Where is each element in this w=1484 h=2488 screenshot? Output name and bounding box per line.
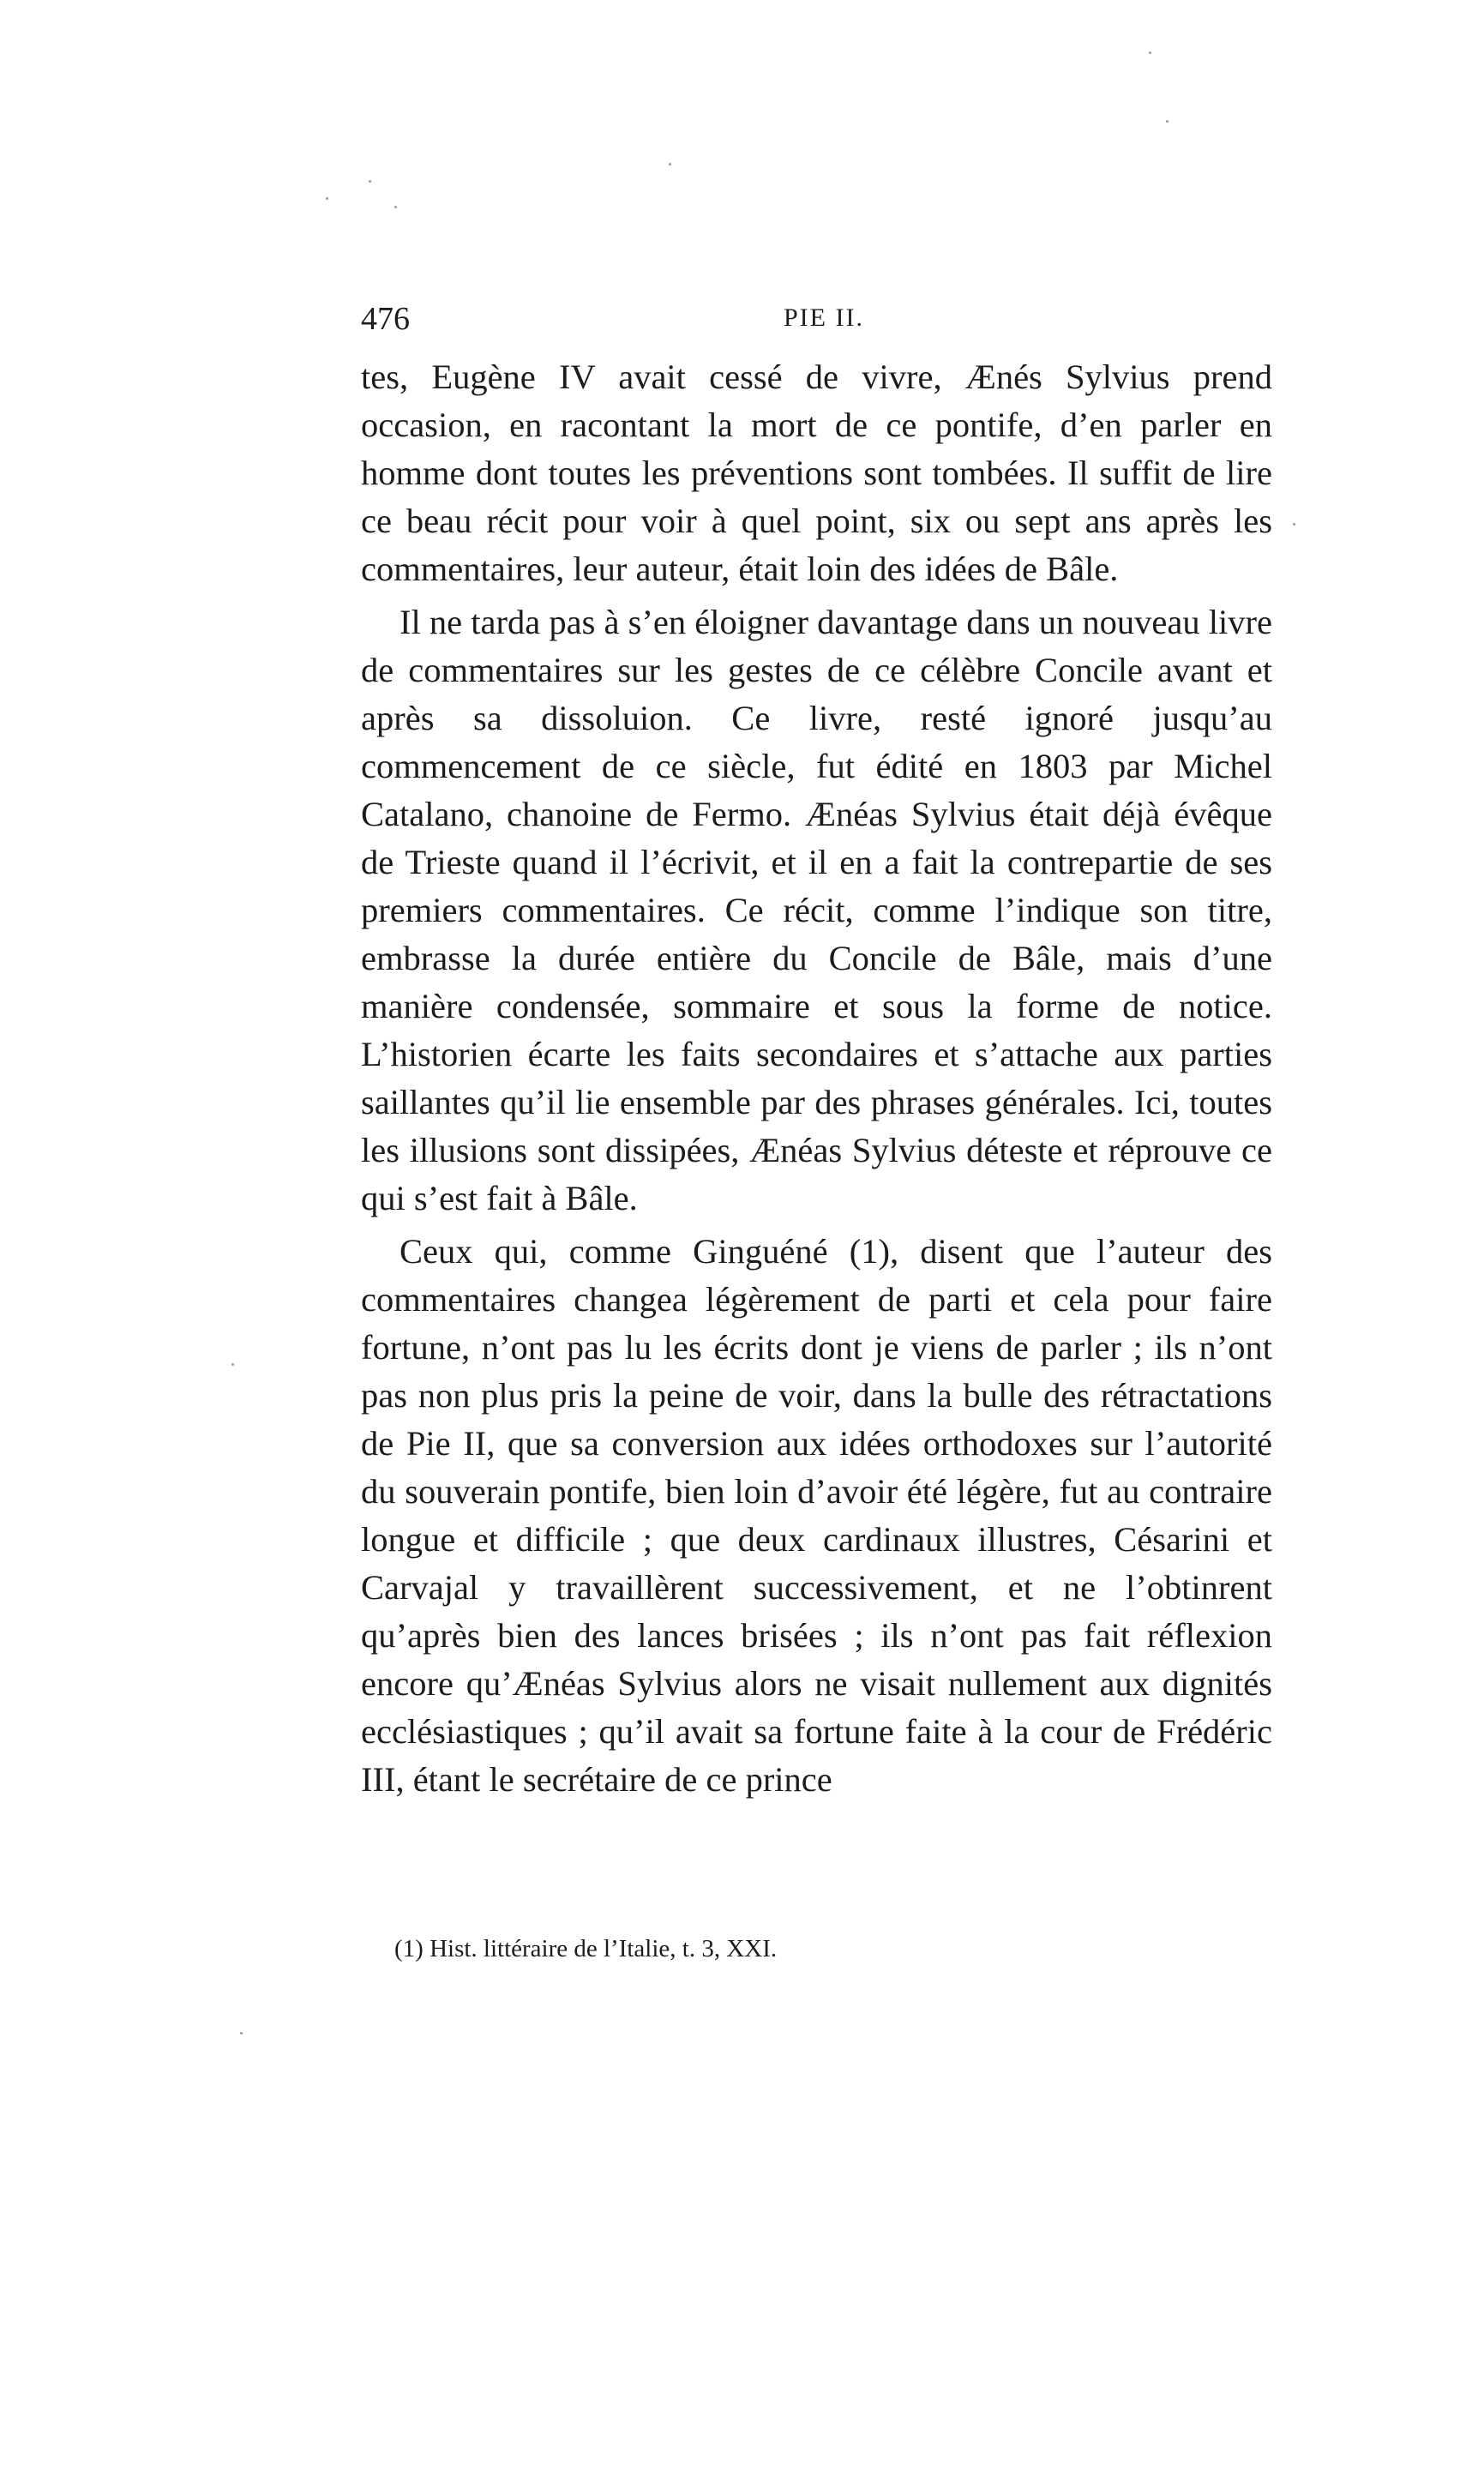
footnote: (1) Hist. littéraire de l’Italie, t. 3, XXI. [394, 1935, 778, 1962]
body-text [361, 353, 1272, 1809]
paper-speck [1149, 51, 1151, 54]
page-number: 476 [361, 301, 410, 337]
paper-speck [240, 2032, 243, 2034]
paper-speck [231, 1363, 234, 1366]
paper-speck [394, 206, 397, 208]
running-head [361, 300, 1287, 343]
paper-speck [1166, 120, 1169, 123]
paper-speck [669, 163, 671, 165]
paper-speck [326, 197, 328, 200]
paper-speck [369, 180, 371, 183]
paper-speck [1293, 523, 1295, 526]
paragraph: tes, Eugène IV avait cessé de vivre, Ænés Sylvius prend occasion, en racontant la mort de ce pontife, d’en parler en homme dont toutes les préventions sont tombées. Il suffit de lire ce beau récit pour voir à quel point, six ou sept ans après les commentaires, leur auteur, était loin des idées de Bâle. [361, 358, 1272, 588]
paragraph: Ceux qui, comme Ginguéné (1), disent que l’auteur des commentaires changea légèrement de parti et cela pour faire fortune, n’ont pas lu les écrits dont je viens de parler ; ils n’ont pas non plus pris la peine de voir, dans la bulle des rétractations de Pie II, que sa conversion aux idées orthodoxes sur l’autorité du souverain pontife, bien loin d’avoir été légère, fut au contraire longue et difficile ; que deux cardinaux illustres, Césarini et Carvajal y travaillèrent successivement, et ne l’obtinrent qu’après bien des lances brisées ; ils n’ont pas fait réflexion encore qu’Ænéas Sylvius alors ne visait nullement aux dignités ecclésiastiques ; qu’il avait sa fortune faite à la cour de Frédéric III, étant le secrétaire de ce prince [361, 1232, 1272, 1799]
paragraph: Il ne tarda pas à s’en éloigner davantage dans un nouveau livre de commentaires sur les gestes de ce célèbre Concile avant et après sa dissoluion. Ce livre, resté ignoré jusqu’au commencement de ce siècle, fut édité en 1803 par Michel Catalano, chanoine de Fermo. Ænéas Sylvius était déjà évêque de Trieste quand il l’écrivit, et il en a fait la contrepartie de ses premiers commentaires. Ce récit, comme l’indique son titre, embrasse la durée entière du Concile de Bâle, mais d’une manière condensée, sommaire et sous la forme de notice. L’historien écarte les faits secondaires et s’attache aux parties saillantes qu’il lie ensemble par des phrases générales. Ici, toutes les illusions sont dissipées, Ænéas Sylvius déteste et réprouve ce qui s’est fait à Bâle. [361, 603, 1272, 1217]
running-title: PIE II. [784, 303, 864, 332]
